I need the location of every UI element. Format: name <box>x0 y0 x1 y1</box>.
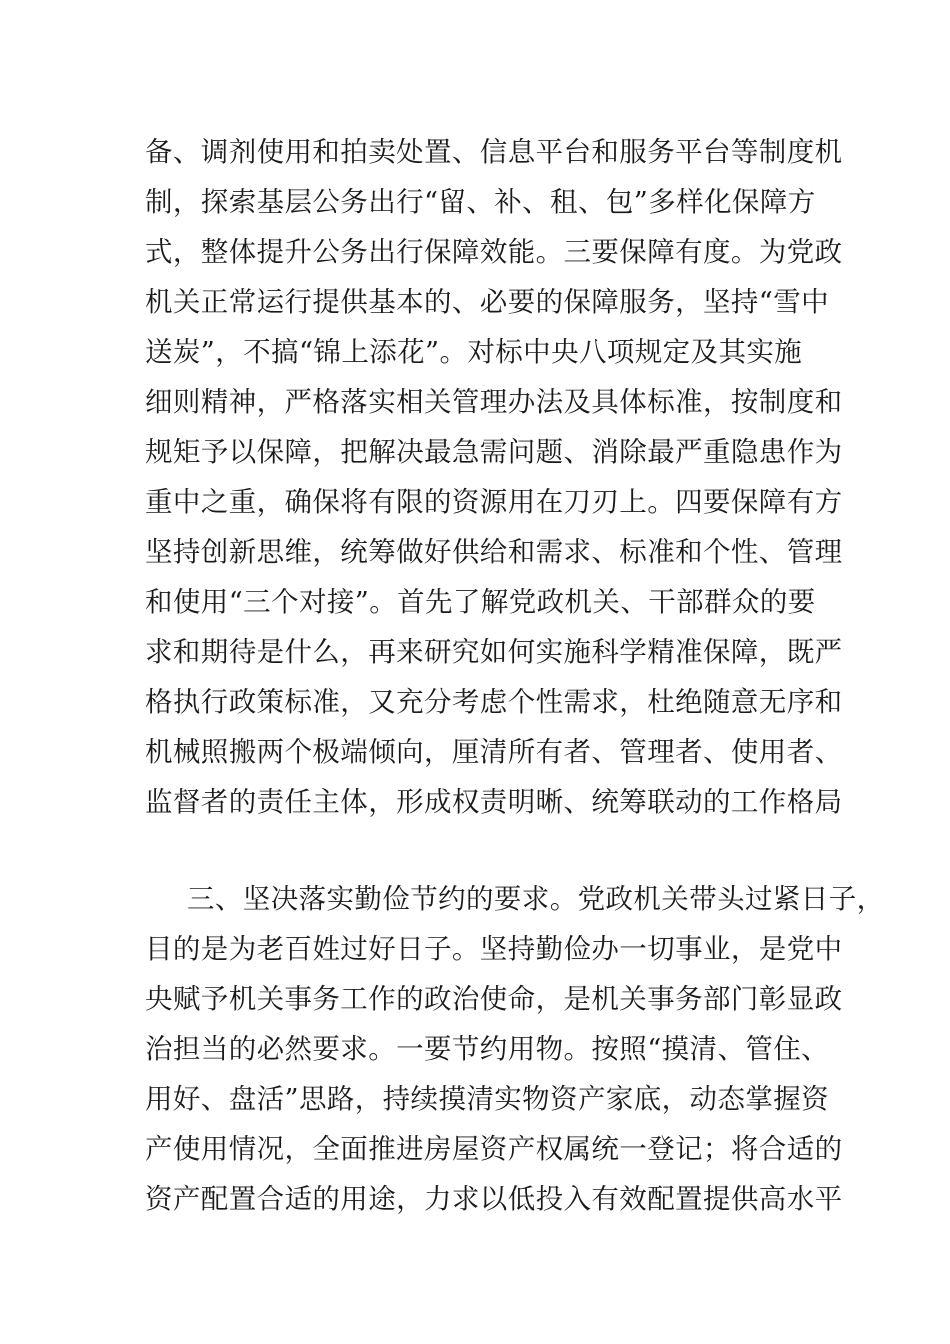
text-line: 和使用“三个对接”。首先了解党政机关、干部群众的要 <box>145 586 816 618</box>
text-line: 制，探索基层公务出行“留、补、租、包”多样化保障方 <box>145 186 816 218</box>
text-line: 格执行政策标准，又充分考虑个性需求，杜绝随意无序和 <box>145 686 843 718</box>
text-line: 式，整体提升公务出行保障效能。三要保障有度。为党政 <box>145 236 843 268</box>
text-line: 重中之重，确保将有限的资源用在刀刃上。四要保障有方 <box>145 486 843 518</box>
text-line: 规矩予以保障，把解决最急需问题、消除最严重隐患作为 <box>145 436 843 468</box>
text-line: 监督者的责任主体，形成权责明晰、统筹联动的工作格局 <box>145 786 843 818</box>
paragraph-2 <box>145 874 885 1224</box>
text-line: 央赋予机关事务工作的政治使命，是机关事务部门彰显政 <box>145 983 843 1015</box>
text-line: 送炭”，不搞“锦上添花”。对标中央八项规定及其实施 <box>145 336 803 368</box>
text-line: 目的是为老百姓过好日子。坚持勤俭办一切事业，是党中 <box>145 933 843 965</box>
text-line: 机械照搬两个极端倾向，厘清所有者、管理者、使用者、 <box>145 736 843 768</box>
text-line: 求和期待是什么，再来研究如何实施科学精准保障，既严 <box>145 636 843 668</box>
paragraph-1 <box>145 127 843 827</box>
text-line: 备、调剂使用和拍卖处置、信息平台和服务平台等制度机 <box>145 136 843 168</box>
text-line: 治担当的必然要求。一要节约用物。按照“摸清、管住、 <box>145 1033 830 1065</box>
text-line: 机关正常运行提供基本的、必要的保障服务，坚持“雪中 <box>145 286 830 318</box>
text-line: 产使用情况，全面推进房屋资产权属统一登记；将合适的 <box>145 1133 843 1165</box>
text-line: 细则精神，严格落实相关管理办法及具体标准，按制度和 <box>145 386 843 418</box>
text-line: 资产配置合适的用途，力求以低投入有效配置提供高水平 <box>145 1183 843 1215</box>
text-line-first: 三、坚决落实勤俭节约的要求。党政机关带头过紧日子， <box>187 883 885 915</box>
text-line: 用好、盘活”思路，持续摸清实物资产家底，动态掌握资 <box>145 1083 830 1115</box>
text-line: 坚持创新思维，统筹做好供给和需求、标准和个性、管理 <box>145 536 843 568</box>
